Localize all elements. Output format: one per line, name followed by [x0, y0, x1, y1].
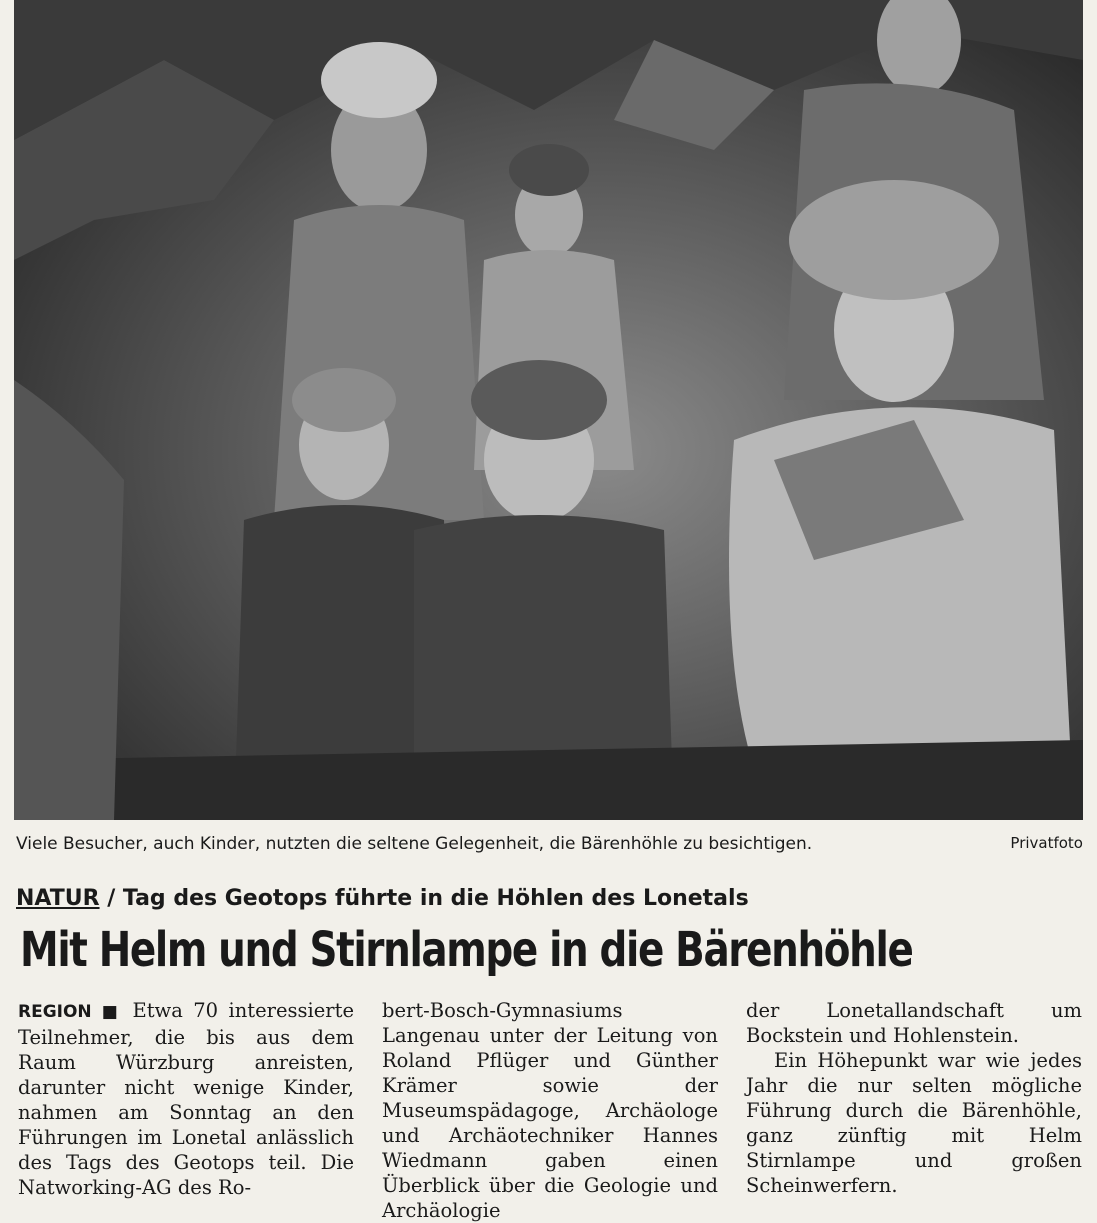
article-column-2: [382, 998, 718, 1223]
kicker-separator: /: [99, 886, 123, 911]
article-column-3: [746, 998, 1082, 1198]
article-text-2: bert-Bosch-Gymnasiums Langenau unter der Leitung von Roland Pflüger und Günther Krämer sowie der Museumspädagoge, Archäologe und Archäotechniker Hannes Wiedmann gaben einen Überblick über die Geologie und Archäologie: [382, 999, 718, 1222]
caption-text: Viele Besucher, auch Kinder, nutzten die seltene Gelegenheit, die Bärenhöhle zu besichtigen.: [16, 834, 813, 854]
headline: Mit Helm und Stirnlampe in die Bärenhöhle: [20, 922, 913, 978]
dateline: REGION ■: [18, 1002, 123, 1022]
cave-photo-illustration: [14, 0, 1083, 820]
news-photo: [14, 0, 1083, 820]
kicker: [16, 886, 1086, 911]
photo-caption: [14, 830, 1083, 860]
photo-credit: Privatfoto: [1010, 834, 1083, 852]
kicker-topic: NATUR: [16, 886, 100, 911]
article-text-3a: der Lonetallandschaft um Bockstein und Hohlenstein.: [746, 999, 1082, 1047]
article-column-1: [18, 998, 354, 1200]
article-text-3b: Ein Höhepunkt war wie jedes Jahr die nur selten mögliche Führung durch die Bärenhöhle, ganz zünftig mit Helm Stirnlampe und großen Scheinwerfern.: [746, 1049, 1082, 1197]
article-text-1: Etwa 70 interessierte Teilnehmer, die bis aus dem Raum Würzburg anreisten, darunter nicht wenige Kinder, nahmen am Sonntag an den Führungen im Lonetal anlässlich des Tags des Geotops teil. Die Natworking-AG des Ro-: [18, 999, 354, 1199]
kicker-subtitle: Tag des Geotops führte in die Höhlen des Lonetals: [122, 886, 749, 911]
